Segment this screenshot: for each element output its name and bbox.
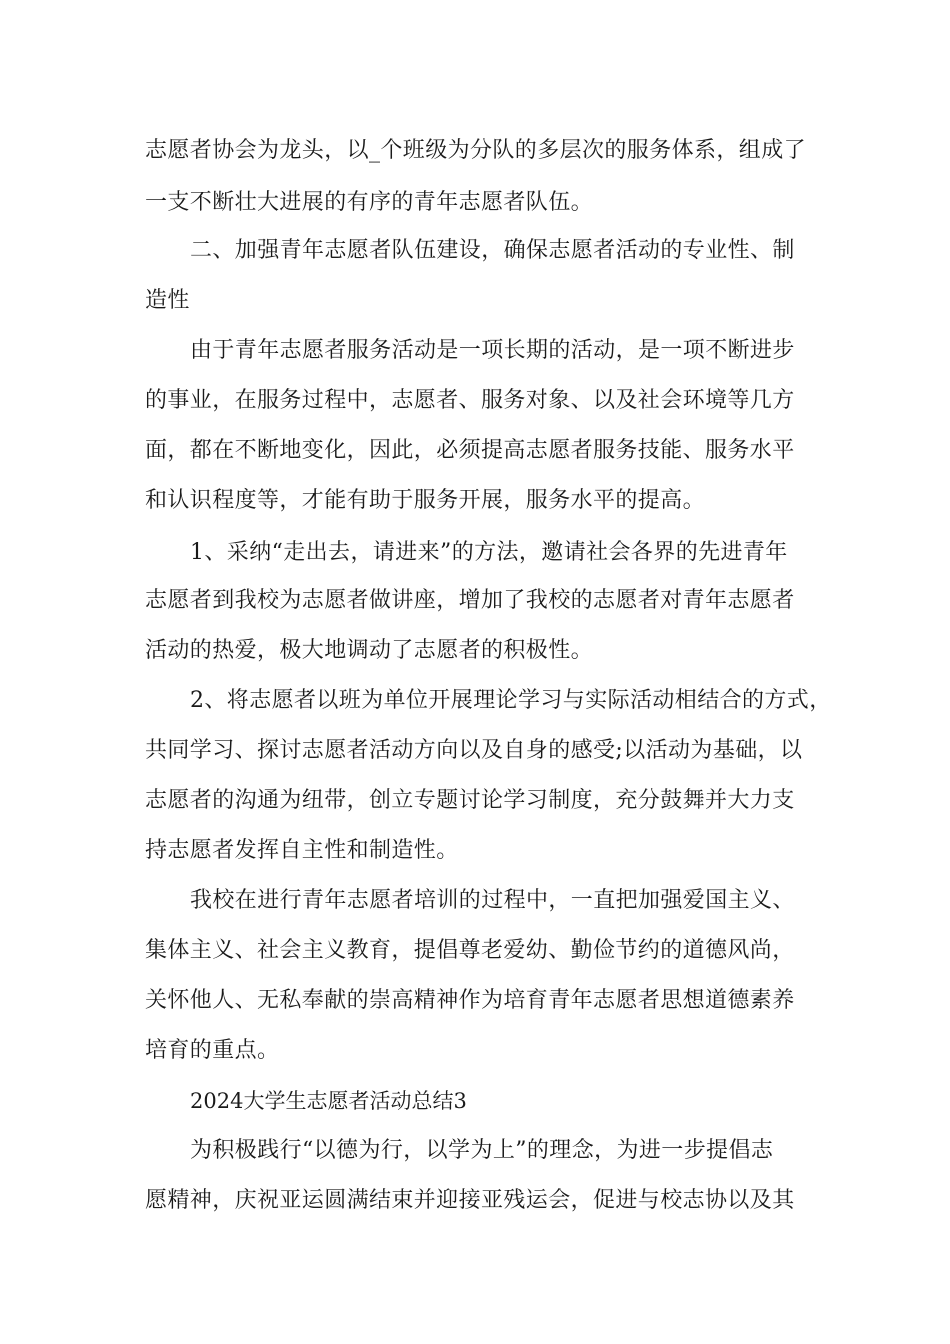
paragraph-2-line-3: 面，都在不断地变化，因此，必须提高志愿者服务技能、服务水平	[145, 438, 795, 463]
section-2-heading-line-2: 造性	[145, 288, 190, 313]
paragraph-3-line-3: 关怀他人、无私奉献的崇高精神作为培育青年志愿者思想道德素养	[145, 988, 795, 1013]
item-1-line-2: 志愿者到我校为志愿者做讲座，增加了我校的志愿者对青年志愿者	[145, 588, 795, 613]
paragraph-4-line-1: 为积极践行“以德为行，以学为上”的理念，为进一步提倡志	[190, 1138, 774, 1163]
item-1-line-3: 活动的热爱，极大地调动了志愿者的积极性。	[145, 638, 594, 663]
item-2-line-2: 共同学习、探讨志愿者活动方向以及自身的感受;以活动为基础，以	[145, 738, 803, 763]
item-2-line-3: 志愿者的沟通为纽带，创立专题讨论学习制度，充分鼓舞并大力支	[145, 788, 795, 813]
paragraph-4-line-2: 愿精神，庆祝亚运圆满结束并迎接亚残运会，促进与校志协以及其	[145, 1188, 795, 1213]
paragraph-3-line-1: 我校在进行青年志愿者培训的过程中，一直把加强爱国主义、	[190, 888, 795, 913]
paragraph-2-line-2: 的事业，在服务过程中，志愿者、服务对象、以及社会环境等几方	[145, 388, 795, 413]
paragraph-1-line-1: 志愿者协会为龙头，以_个班级为分队的多层次的服务体系，组成了	[145, 138, 807, 163]
item-2-line-1: 2、将志愿者以班为单位开展理论学习与实际活动相结合的方式，	[190, 688, 832, 713]
paragraph-2-line-1: 由于青年志愿者服务活动是一项长期的活动，是一项不断进步	[190, 338, 795, 363]
item-1-line-1: 1、采纳“走出去，请进来”的方法，邀请社会各界的先进青年	[190, 540, 788, 565]
section-heading-3: 2024大学生志愿者活动总结3	[190, 1089, 467, 1113]
paragraph-1-line-2: 一支不断壮大进展的有序的青年志愿者队伍。	[145, 190, 594, 215]
paragraph-3-line-4: 培育的重点。	[145, 1038, 280, 1063]
paragraph-2-line-4: 和认识程度等，才能有助于服务开展，服务水平的提高。	[145, 488, 706, 513]
item-2-line-4: 持志愿者发挥自主性和制造性。	[145, 838, 459, 863]
section-2-heading-line-1: 二、加强青年志愿者队伍建设，确保志愿者活动的专业性、制	[190, 238, 795, 263]
paragraph-3-line-2: 集体主义、社会主义教育，提倡尊老爱幼、勤俭节约的道德风尚，	[145, 938, 795, 963]
